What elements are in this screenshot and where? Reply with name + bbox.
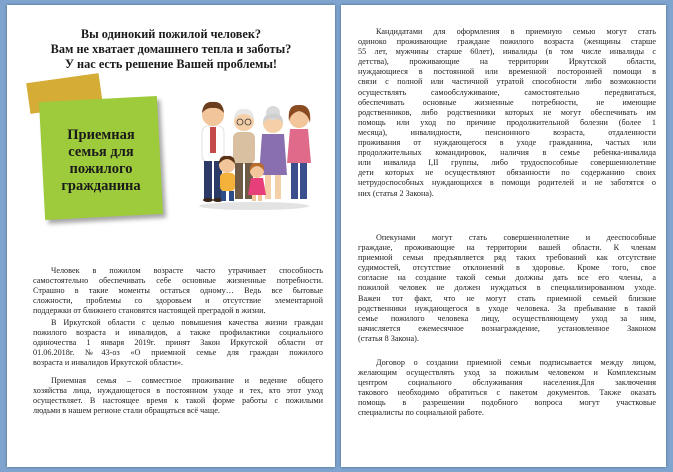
text-line: пожилой человек не должен нуждаться в специализированном уходе. [358, 283, 656, 293]
text-line: В Иркутской области с целью повышения качества жизни граждан [51, 318, 323, 327]
text-line: поддержки от ближнего становятся настоящей преградой в жизни. [33, 306, 266, 316]
text-line: 55 лет, мужчины старше 60лет), инвалиды (в том числе инвалиды с [358, 47, 656, 57]
text-line: помощь или уход по причине продолжительной болезни (более 1 [358, 117, 656, 127]
text-line: 01.06.2018г. №43-оз «О приемной семье для граждан пожилого [33, 348, 323, 358]
family-illustration [189, 91, 319, 211]
text-line: родственников, либо родственники которых не могут обеспечивать им [358, 107, 656, 117]
text-line: приемной семьи предъявляется ряд таких требований как отсутствие [358, 253, 656, 263]
text-line: Договор о создании приемной семьи подписывается между лицом, [376, 358, 656, 367]
text-line: месяца), инвалидности, пенсионного возраста, отдаленности [358, 127, 656, 137]
text-line: Человек в пожилом возрасте часто утрачивает способность [51, 266, 323, 275]
text-line: нуждающиеся в постоянной или временной посторонней помощи в [358, 67, 656, 77]
card-title-line: Приемная [67, 127, 135, 143]
text-line: такового необходимо обратиться с пакетом документов. Также оказать [358, 388, 656, 398]
text-line: самостоятельно обеспечивать себе основные жизненные потребности. [33, 276, 323, 286]
text-line: возраста и инвалидов Иркутской области». [33, 358, 184, 368]
card-title-line: гражданина [61, 178, 141, 194]
guardians-paragraph [358, 233, 656, 344]
text-line: или инвалида I,II группы, либо трудоспособные совершеннолетние [358, 158, 656, 168]
text-line: обеспечивать основные жизненные потребности, не имеющие [358, 97, 656, 107]
text-line: центром социального обслуживания населения.Для заключения [358, 378, 656, 388]
text-line: Кандидатами для оформления в приемную семью могут стать [376, 27, 656, 36]
text-line: людьми в нашем регионе стали обращаться всё чаще. [33, 406, 220, 416]
headline-line: Вам не хватает домашнего тепла и заботы? [50, 41, 292, 56]
definition-paragraph [33, 376, 323, 416]
text-line: нетрудоспособных нуждающихся в помощи родителей и не заботятся о [358, 178, 656, 188]
text-line: согласие на создание такой семьи должны дать все его члены, а [358, 273, 656, 283]
text-line: связи с полной или частичной утратой способности либо возможности [358, 77, 656, 87]
text-line: Важен тот факт, что не могут стать приемной семьей близкие [358, 293, 656, 303]
text-line: одиноко проживающие граждане пожилого возраста (женщины старше [358, 37, 656, 47]
text-line: дети которых не осуществляют обязанности по содержанию своих [358, 168, 656, 178]
card-title [42, 127, 160, 195]
headline [17, 27, 325, 71]
text-line: проживания от нуждающегося в уходе гражданина, частых или [358, 138, 656, 148]
text-line: судимостей, отсутствие отклонений в здоровье. Кроме того, свое [358, 263, 656, 273]
text-line: граждане, проживающие на территории вашей области. К членам [358, 243, 656, 253]
headline-line: Вы одинокий пожилой человек? [80, 27, 262, 41]
left-page [7, 5, 335, 467]
card-title-line: пожилого [69, 161, 133, 177]
right-page [341, 5, 666, 467]
candidates-paragraph [358, 27, 656, 199]
card-title-line: семья для [68, 144, 134, 160]
text-line: хозяйства лица, нуждающегося в постоянном уходе и тех, кто этот уход [33, 386, 323, 396]
text-line: Опекунами могут стать совершеннолетние и дееспособные [376, 233, 656, 242]
text-line: Приемная семья – совместное проживание и ведение общего [51, 376, 323, 385]
text-line: них (статья 2 Закона). [358, 188, 434, 198]
law-paragraph [33, 318, 323, 368]
text-line: продолжительных командировок, наличия в семье ребенка-инвалида [358, 148, 656, 158]
text-line: Страшно в такие моменты остаться одному… Ведь все бытовые [33, 286, 323, 296]
text-line: родственники нуждающегося в уходе человека. За пребывание в такой [358, 303, 656, 313]
contract-paragraph [358, 358, 656, 419]
text-line: семье пожилого человека лицу, осуществляющему уход за ним, [358, 313, 656, 323]
text-line: помощь в разрешении подобного вопроса могут участковые [358, 398, 656, 408]
text-line: пожилого возраста и инвалидов, а также профилактики социального [33, 328, 323, 338]
text-line: специалисты по социальной работе. [358, 408, 484, 418]
text-line: начисляется ежемесячное вознаграждение, установленное Законом [358, 323, 656, 333]
text-line: (статья 8 Закона). [358, 333, 419, 343]
text-line: сложности, проблемы со здоровьем и отсутствие элементарной [33, 296, 323, 306]
text-line: одиночества 1 января 2019г. принят Закон Иркутской области от [33, 338, 323, 348]
text-line: детства), проживающие на территории Иркутской области, [358, 57, 656, 67]
text-line: осуществлять самообслуживание, самостоятельно передвигаться, [358, 87, 656, 97]
text-line: желающим осуществлять уход за пожилым человеком и Комплексным [358, 368, 656, 378]
text-line: осуществляет. В настоящее время к такой форме работы с пожилыми [33, 396, 323, 406]
headline-line: У нас есть решение Вашей проблемы! [64, 56, 278, 71]
intro-paragraph [33, 266, 323, 316]
